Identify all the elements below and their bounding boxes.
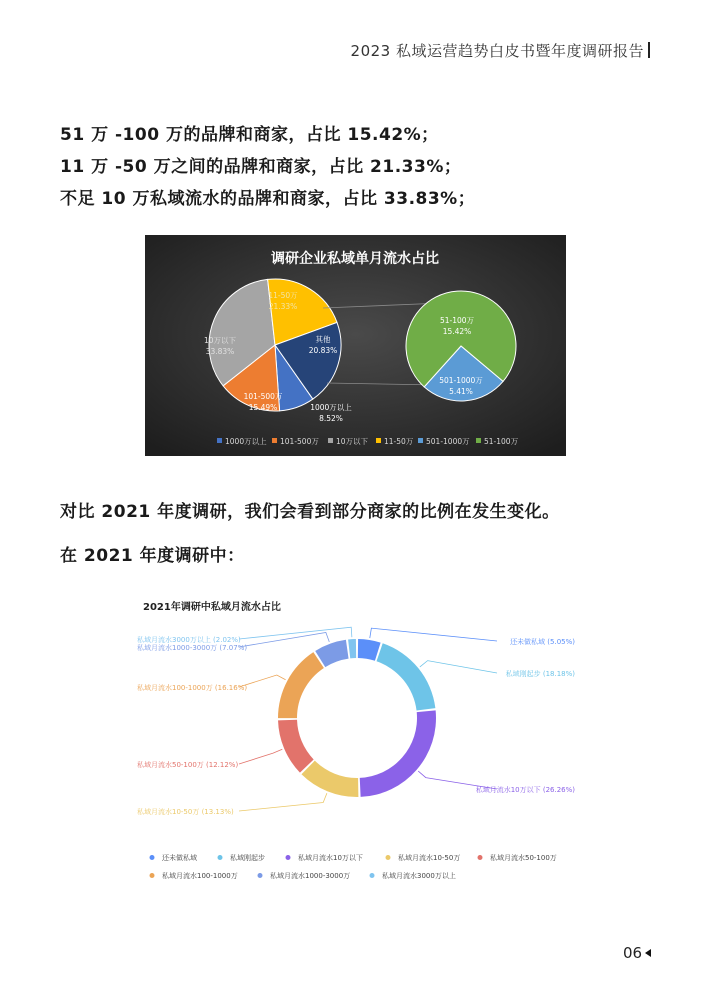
page-marker-icon xyxy=(645,949,651,957)
callout-line-1000-3000 xyxy=(239,632,329,647)
page-number-text: 06 xyxy=(623,944,643,962)
legend-dot-100-1000 xyxy=(150,873,155,878)
secondary-label-51-100-line: 15.42% xyxy=(442,327,472,336)
donut-slice-item xyxy=(358,639,381,661)
donut-slice-item xyxy=(377,643,436,710)
legend-label-50-100: 私域月流水50-100万 xyxy=(490,854,557,862)
callout-line-item xyxy=(420,661,497,673)
legend-label-1000: 1000万以上 xyxy=(225,437,267,446)
donut-chart xyxy=(135,590,585,890)
pie-label-item-line: 20.83% xyxy=(308,346,338,355)
callout-label-100-1000: 私域月流水100-1000万 (16.16%) xyxy=(137,684,248,692)
donut-slice-10 xyxy=(360,710,436,797)
legend-swatch-11-50 xyxy=(376,438,381,443)
secondary-label-51-100-line: 51-100万 xyxy=(439,316,475,325)
legend-dot-3000 xyxy=(370,873,375,878)
report-header xyxy=(351,40,650,61)
callout-label-3000: 私域月流水3000万以上 (2.02%) xyxy=(137,636,241,644)
legend-label-3000: 私域月流水3000万以上 xyxy=(382,872,456,880)
legend-swatch-101-500 xyxy=(272,438,277,443)
pie-label-11-50-line: 21.33% xyxy=(268,302,298,311)
callout-label-1000-3000: 私域月流水1000-3000万 (7.07%) xyxy=(137,644,248,652)
callout-label-item: 私域刚起步 (18.18%) xyxy=(505,670,575,678)
paragraph-4: 对比 2021 年度调研，我们会看到部分商家的比例在发生变化。 xyxy=(60,502,560,522)
pie-label-10-line: 10万以下 xyxy=(203,336,237,345)
legend-label-10: 10万以下 xyxy=(336,437,369,446)
chart-title: 2021年调研中私域月流水占比 xyxy=(143,602,281,613)
paragraph-1: 51 万 -100 万的品牌和商家，占比 15.42%； xyxy=(60,125,439,145)
callout-label-item: 还未做私域 (5.05%) xyxy=(510,638,575,646)
pie-label-101-500-line: 101-500万 xyxy=(243,392,283,401)
legend-label-101-500: 101-500万 xyxy=(280,437,319,446)
legend-label-10: 私域月流水10万以下 xyxy=(298,854,363,862)
legend-dot-item xyxy=(218,855,223,860)
donut-slice-3000 xyxy=(348,639,356,658)
callout-label-50-100: 私域月流水50-100万 (12.12%) xyxy=(137,761,239,769)
pie-label-1000-line: 1000万以上 xyxy=(310,403,352,412)
legend-label-10-50: 私域月流水10-50万 xyxy=(398,854,461,862)
pie-label-1000-line: 8.52% xyxy=(319,414,343,423)
pie-label-11-50-line: 11-50万 xyxy=(268,291,298,300)
donut-slice-100-1000 xyxy=(278,652,324,718)
legend-swatch-51-100 xyxy=(476,438,481,443)
pie-label-item-line: 其他 xyxy=(315,335,331,344)
legend-dot-10 xyxy=(286,855,291,860)
header-divider xyxy=(648,42,650,58)
legend-label-100-1000: 私域月流水100-1000万 xyxy=(162,872,238,880)
legend-dot-50-100 xyxy=(478,855,483,860)
legend-dot-item xyxy=(150,855,155,860)
paragraph-2: 11 万 -50 万之间的品牌和商家，占比 21.33%； xyxy=(60,157,462,177)
paragraph-3: 不足 10 万私域流水的品牌和商家，占比 33.83%； xyxy=(60,189,476,209)
secondary-label-501-1000-line: 501-1000万 xyxy=(439,376,483,385)
callout-label-10-50: 私域月流水10-50万 (13.13%) xyxy=(137,808,234,816)
legend-swatch-10 xyxy=(328,438,333,443)
donut-slice-10-50 xyxy=(301,761,358,797)
legend-label-item: 私域刚起步 xyxy=(230,854,265,862)
page-number xyxy=(623,944,651,962)
legend-label-1000-3000: 私域月流水1000-3000万 xyxy=(270,872,351,880)
callout-line-item xyxy=(370,628,497,641)
callout-line-10-50 xyxy=(239,793,327,811)
secondary-label-501-1000-line: 5.41% xyxy=(449,387,473,396)
callout-line-50-100 xyxy=(239,749,282,764)
report-title: 2023 私域运营趋势白皮书暨年度调研报告 xyxy=(350,42,644,60)
legend-dot-1000-3000 xyxy=(258,873,263,878)
pie-label-101-500-line: 15.49% xyxy=(248,403,278,412)
legend-label-item: 还未做私域 xyxy=(162,854,197,862)
legend-swatch-1000 xyxy=(217,438,222,443)
paragraph-5: 在 2021 年度调研中： xyxy=(60,546,245,566)
legend-swatch-501-1000 xyxy=(418,438,423,443)
legend-dot-10-50 xyxy=(386,855,391,860)
pie-label-10-line: 33.83% xyxy=(205,347,235,356)
legend-label-51-100: 51-100万 xyxy=(484,437,519,446)
legend-label-501-1000: 501-1000万 xyxy=(426,437,470,446)
legend-label-11-50: 11-50万 xyxy=(384,437,414,446)
callout-label-10: 私域月流水10万以下 (26.26%) xyxy=(475,786,575,794)
pie-of-pie-chart xyxy=(145,235,566,456)
chart-title: 调研企业私域单月流水占比 xyxy=(271,251,439,267)
donut-slice-50-100 xyxy=(278,720,314,773)
